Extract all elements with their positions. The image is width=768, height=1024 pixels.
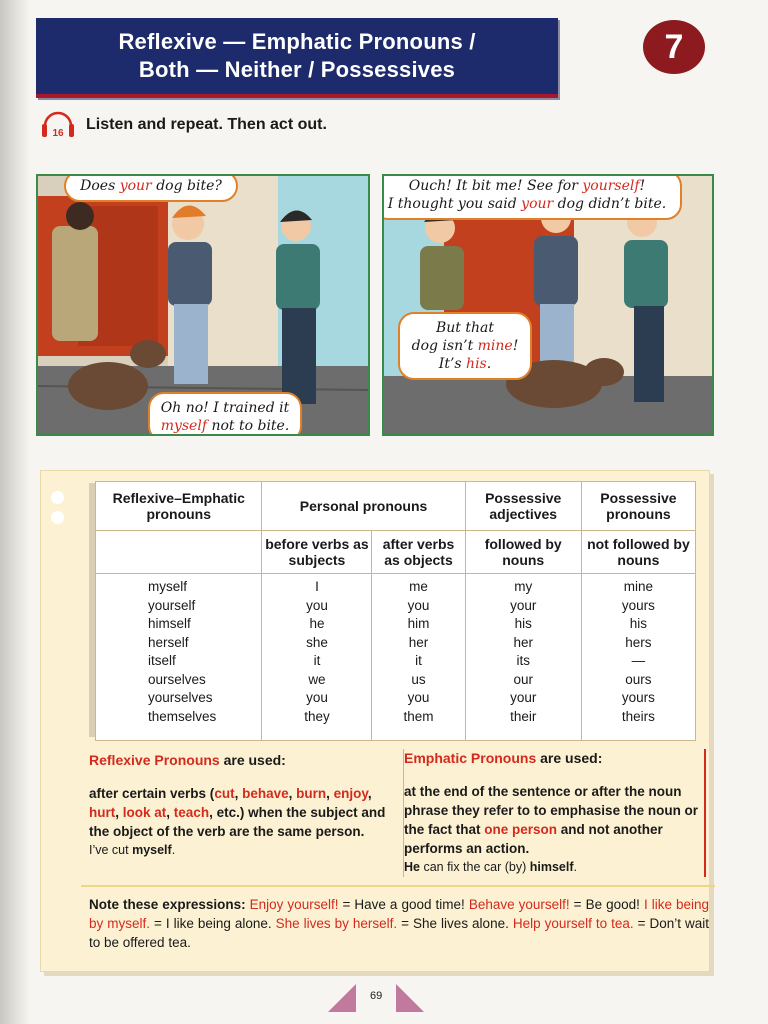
speech-bubble-trained-it: Oh no! I trained it myself not to bite. bbox=[148, 392, 302, 436]
table-cell: them bbox=[372, 708, 465, 727]
table-cell: she bbox=[262, 634, 372, 653]
comic-panel-2 bbox=[382, 174, 714, 436]
table-cell: itself bbox=[96, 652, 262, 671]
speech-bubble-ouch: Ouch! It bit me! See for yourself! I thought you said your dog didn’t bite. bbox=[382, 174, 682, 220]
table-cell: mine bbox=[581, 574, 695, 597]
table-cell: your bbox=[465, 689, 581, 708]
page-footer bbox=[326, 982, 426, 1012]
table-cell: hers bbox=[581, 634, 695, 653]
table-cell: him bbox=[372, 615, 465, 634]
table-cell: you bbox=[372, 689, 465, 708]
table-cell: themselves bbox=[96, 708, 262, 727]
subheader-not-followed: not followed by nouns bbox=[581, 531, 695, 574]
emphatic-example: He can fix the car (by) himself. bbox=[404, 860, 577, 874]
expressions-note: Note these expressions: Enjoy yourself! = Have a good time! Behave yourself! = Be good! I like being by myself. = I like being alone. She lives by herself. = She lives alone. Help yourself to tea. = Don’t wait to be offered tea. bbox=[81, 885, 715, 952]
table-cell: her bbox=[372, 634, 465, 653]
pronoun-table-body bbox=[96, 574, 696, 727]
speech-bubble-not-mine: But that dog isn’t mine! It’s his. bbox=[398, 312, 532, 380]
table-cell: herself bbox=[96, 634, 262, 653]
comic-panel-1 bbox=[36, 174, 370, 436]
table-cell: theirs bbox=[581, 708, 695, 727]
table-cell: you bbox=[262, 689, 372, 708]
table-cell: your bbox=[465, 597, 581, 616]
table-row bbox=[96, 597, 696, 616]
binder-hole bbox=[51, 511, 64, 524]
table-cell: us bbox=[372, 671, 465, 690]
table-cell: yourselves bbox=[96, 689, 262, 708]
subheader-empty bbox=[96, 531, 262, 574]
table-cell: — bbox=[581, 652, 695, 671]
table-cell: myself bbox=[96, 574, 262, 597]
table-cell: its bbox=[465, 652, 581, 671]
table-cell: his bbox=[581, 615, 695, 634]
table-cell: they bbox=[262, 708, 372, 727]
table-cell: it bbox=[262, 652, 372, 671]
emphatic-rule: at the end of the sentence or after the noun phrase they refer to to emphasise the noun or the fact that one person and not another performs an action. bbox=[404, 784, 699, 856]
table-cell: her bbox=[465, 634, 581, 653]
unit-number-badge: 7 bbox=[643, 20, 705, 74]
reflexive-heading: Reflexive Pronouns are used: bbox=[89, 752, 286, 768]
header-reflexive-emphatic: Reflexive–Emphatic pronouns bbox=[96, 482, 262, 531]
table-row bbox=[96, 634, 696, 653]
reflexive-example: I’ve cut myself. bbox=[89, 843, 176, 857]
title-banner bbox=[36, 18, 558, 98]
table-row bbox=[96, 652, 696, 671]
reflexive-explanation bbox=[89, 751, 389, 860]
listen-instruction: Listen and repeat. Then act out. bbox=[86, 116, 327, 133]
table-cell: he bbox=[262, 615, 372, 634]
table-cell: me bbox=[372, 574, 465, 597]
header-possessive-adjectives: Possessive adjectives bbox=[465, 482, 581, 531]
table-cell: his bbox=[465, 615, 581, 634]
table-cell: it bbox=[372, 652, 465, 671]
track-number: 16 bbox=[52, 128, 64, 139]
subheader-followed: followed by nouns bbox=[465, 531, 581, 574]
table-row bbox=[96, 615, 696, 634]
speech-bubble-dog-bite: Does your dog bite? bbox=[64, 174, 238, 202]
subheader-objects: after verbs as objects bbox=[372, 531, 465, 574]
header-personal: Personal pronouns bbox=[262, 482, 465, 531]
reflexive-rule: after certain verbs (cut, behave, burn, enjoy, hurt, look at, teach, etc.) when the subject and the object of the verb are the same person. bbox=[89, 786, 386, 839]
table-cell: you bbox=[372, 597, 465, 616]
table-cell: you bbox=[262, 597, 372, 616]
table-cell: I bbox=[262, 574, 372, 597]
title-line-2: Both — Neither / Possessives bbox=[138, 57, 456, 82]
grammar-box bbox=[40, 470, 710, 972]
subheader-subjects: before verbs as subjects bbox=[262, 531, 372, 574]
table-cell: yourself bbox=[96, 597, 262, 616]
emphatic-heading: Emphatic Pronouns are used: bbox=[404, 750, 603, 766]
table-cell: ourselves bbox=[96, 671, 262, 690]
emphatic-explanation bbox=[403, 749, 706, 877]
header-possessive-pronouns: Possessive pronouns bbox=[581, 482, 695, 531]
book-spine-shadow bbox=[0, 0, 30, 1024]
table-row bbox=[96, 671, 696, 690]
table-cell: himself bbox=[96, 615, 262, 634]
binder-hole bbox=[51, 491, 64, 504]
title-line-1: Reflexive — Emphatic Pronouns / bbox=[118, 29, 476, 54]
table-cell: we bbox=[262, 671, 372, 690]
table-row bbox=[96, 708, 696, 727]
table-cell: yours bbox=[581, 689, 695, 708]
page-number: 69 bbox=[370, 990, 383, 1002]
headphones-icon[interactable] bbox=[40, 106, 76, 140]
table-row bbox=[96, 689, 696, 708]
table-cell: yours bbox=[581, 597, 695, 616]
table-cell: our bbox=[465, 671, 581, 690]
table-row bbox=[96, 574, 696, 597]
table-cell: my bbox=[465, 574, 581, 597]
table-cell: ours bbox=[581, 671, 695, 690]
pronoun-table bbox=[95, 481, 696, 741]
table-cell: their bbox=[465, 708, 581, 727]
